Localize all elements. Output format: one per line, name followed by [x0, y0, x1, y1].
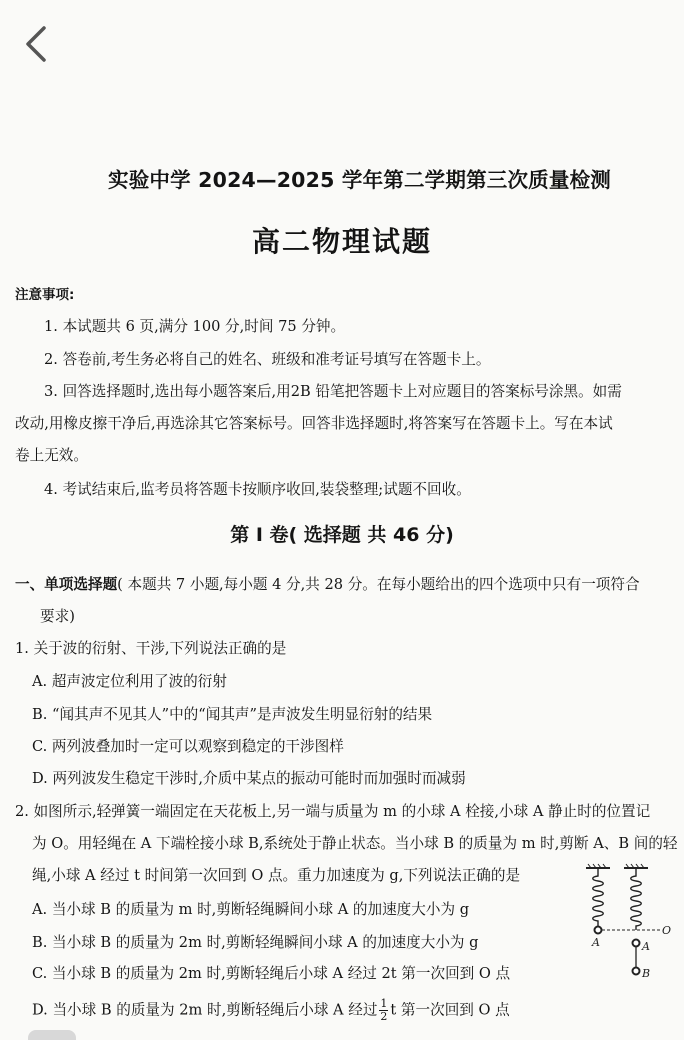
part1-desc: ( 本题共 7 小题,每小题 4 分,共 28 分。在每小题给出的四个选项中只有一项符合 [117, 576, 640, 593]
fraction-denominator: 2 [380, 1010, 388, 1023]
q2-stem-line-2: 为 O。用轻绳在 A 下端栓接小球 B,系统处于静止状态。当小球 B 的质量为 m 时,剪断 A、B 间的轻 [32, 835, 678, 852]
notice-heading: 注意事项: [15, 287, 75, 303]
q2-option-d-pre: D. 当小球 B 的质量为 2m 时,剪断轻绳后小球 A 经过 [32, 1001, 378, 1019]
q2-stem-line-3: 绳,小球 A 经过 t 时间第一次回到 O 点。重力加速度为 g,下列说法正确的是 [32, 867, 521, 884]
notice-item-2: 2. 答卷前,考生务必将自己的姓名、班级和准考证号填写在答题卡上。 [44, 351, 491, 368]
q2-option-d [32, 998, 510, 1023]
notice-item-1: 1. 本试题共 6 页,满分 100 分,时间 75 分钟。 [44, 318, 346, 335]
notice-item-3-line-3: 卷上无效。 [15, 447, 88, 464]
q2-option-d-post: t 第一次回到 O 点 [390, 1001, 510, 1019]
spring-right-icon [631, 868, 642, 930]
ceiling-right [624, 864, 648, 868]
part1-desc-line-2: 要求) [40, 608, 75, 625]
label-a-left: A [592, 936, 600, 949]
label-b: B [642, 967, 651, 980]
ball-a-right [633, 940, 640, 947]
ball-b [633, 968, 640, 975]
q2-stem-line-1: 2. 如图所示,轻弹簧一端固定在天花板上,另一端与质量为 m 的小球 A 栓接,小球 A 静止时的位置记 [15, 803, 651, 820]
ball-a-left [595, 927, 602, 934]
notice-item-3-line-2: 改动,用橡皮擦干净后,再选涂其它答案标号。回答非选择题时,将答案写在答题卡上。写在本试 [15, 415, 613, 432]
q1-stem: 1. 关于波的衍射、干涉,下列说法正确的是 [15, 640, 287, 657]
q1-option-b: B. “闻其声不见其人”中的“闻其声”是声波发生明显衍射的结果 [32, 706, 433, 723]
q1-option-d: D. 两列波发生稳定干涉时,介质中某点的振动可能时而加强时而减弱 [32, 770, 466, 787]
part1-intro [15, 573, 640, 594]
ceiling-left [586, 864, 610, 868]
label-a-right: A [642, 940, 650, 953]
notice-item-3-line-1: 3. 回答选择题时,选出每小题答案后,用2B 铅笔把答题卡上对应题目的答案标号涂黑。如需 [44, 383, 622, 400]
exam-title: 实验中学 2024—2025 学年第二学期第三次质量检测 [108, 168, 611, 192]
q1-option-a: A. 超声波定位利用了波的衍射 [32, 673, 227, 690]
section-title: 第 I 卷( 选择题 共 46 分) [230, 524, 454, 546]
spring-left-icon [593, 868, 604, 927]
q2-option-c: C. 当小球 B 的质量为 2m 时,剪断轻绳后小球 A 经过 2t 第一次回到 O 点 [32, 965, 511, 982]
notice-item-4: 4. 考试结束后,监考员将答题卡按顺序收回,装袋整理;试题不回收。 [44, 481, 471, 498]
q2-option-b: B. 当小球 B 的质量为 2m 时,剪断轻绳瞬间小球 A 的加速度大小为 g [32, 934, 479, 951]
label-o: O [662, 924, 672, 937]
scroll-indicator[interactable] [28, 1030, 76, 1040]
fraction-numerator: 1 [380, 997, 388, 1010]
q1-option-c: C. 两列波叠加时一定可以观察到稳定的干涉图样 [32, 738, 344, 755]
part1-heading: 一、单项选择题 [15, 576, 118, 593]
fraction-half [379, 998, 388, 1023]
subject-title: 高二物理试题 [251, 225, 432, 258]
spring-figure [582, 862, 672, 982]
back-icon[interactable] [18, 22, 54, 66]
q2-option-a: A. 当小球 B 的质量为 m 时,剪断轻绳瞬间小球 A 的加速度大小为 g [32, 901, 470, 918]
